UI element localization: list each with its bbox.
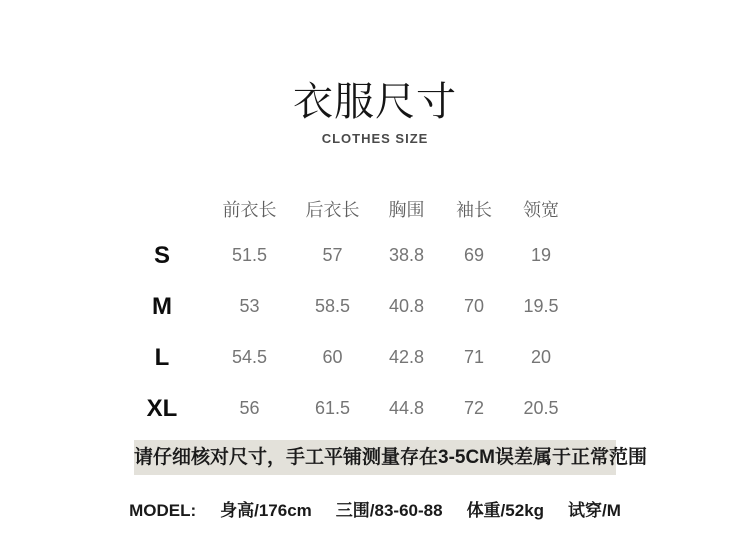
model-try-on-size: 试穿/M [568,501,621,520]
size-value: 60 [322,347,343,367]
measurement-tolerance-notice: 请仔细核对尺寸，手工平铺测量存在3-5CM误差属于正常范围 [134,440,616,475]
size-table [118,188,575,434]
page-title: 衣服尺寸 [293,80,457,124]
table-row-size-l [118,332,575,383]
column-header-sleeve-length: 袖长 [456,200,492,220]
model-measurements: 三围/83-60-88 [335,501,443,520]
size-value: 72 [463,398,485,418]
size-value: 20.5 [523,398,559,418]
size-value: 56 [239,398,260,418]
size-value: 54.5 [231,347,268,367]
size-value: 38.8 [388,245,425,265]
column-header-bust: 胸围 [388,200,425,220]
size-column-header-empty [118,188,206,230]
size-value: 19 [530,245,552,265]
table-row-size-s [118,230,575,281]
model-info [0,500,750,522]
table-row-size-xl [118,383,575,434]
size-value: 44.8 [388,398,425,418]
column-header-back-length: 后衣长 [305,200,360,220]
size-value: 58.5 [314,296,351,316]
size-table-header-row [118,188,575,230]
table-row-size-m [118,281,575,332]
model-height: 身高/176cm [220,501,312,520]
size-label: L [154,343,170,371]
size-value: 69 [463,245,485,265]
size-value: 57 [322,245,343,265]
size-value: 53 [239,296,260,316]
size-value: 42.8 [388,347,425,367]
model-weight: 体重/52kg [466,501,545,520]
size-value: 19.5 [523,296,559,316]
size-label: XL [146,394,178,422]
column-header-neck-width: 领宽 [523,200,559,220]
size-value: 51.5 [231,245,268,265]
size-label: S [153,241,170,269]
size-value: 40.8 [388,296,425,316]
size-value: 61.5 [314,398,351,418]
size-label: M [152,292,172,320]
size-value: 71 [463,347,485,367]
column-header-front-length: 前衣长 [222,200,277,220]
model-label: MODEL: [129,501,197,520]
size-value: 20 [530,347,552,367]
page-subtitle: CLOTHES SIZE [321,131,429,146]
size-value: 70 [463,296,485,316]
